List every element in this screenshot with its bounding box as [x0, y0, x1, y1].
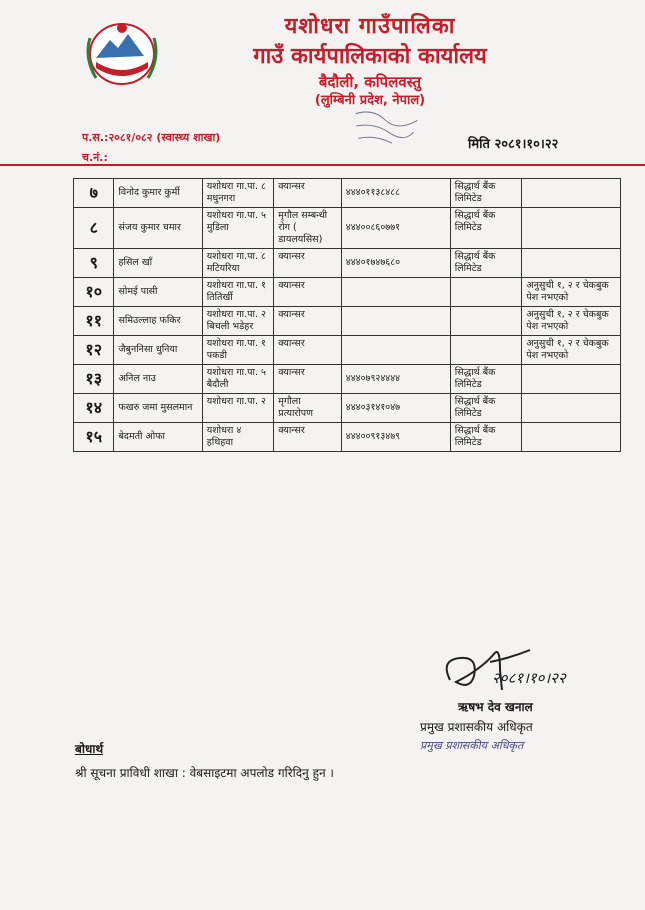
- nepal-emblem-icon: [82, 18, 162, 90]
- table-row: [74, 365, 621, 394]
- disease-cell: मृगौल सम्बन्धी रोग ( डायलयसिस): [274, 208, 341, 249]
- remark-cell: [522, 423, 621, 452]
- address-cell: यशोधरा ४ हथिहवा: [202, 423, 274, 452]
- disease-cell: क्यान्सर: [274, 249, 341, 278]
- account-cell: ४४४०१७४७६८०: [341, 249, 450, 278]
- received-stamp: [348, 103, 423, 152]
- remark-cell: [522, 394, 621, 423]
- remark-cell: [522, 179, 621, 208]
- disease-cell: क्यान्सर: [274, 179, 341, 208]
- account-cell: ४४४००९१३४७९: [341, 423, 450, 452]
- designation-stamp: प्रमुख प्रशासकीय अधिकृत: [420, 739, 524, 752]
- beneficiary-table: [73, 178, 621, 452]
- bank-cell: सिद्धार्थ बैंक लिमिटेड: [450, 365, 522, 394]
- bank-cell: सिद्धार्थ बैंक लिमिटेड: [450, 208, 522, 249]
- address-cell: यशोधरा गा.पा. २ बिचली भडेहर: [202, 307, 274, 336]
- name-cell: जैबुननिसा धुनिया: [114, 336, 202, 365]
- table-row: [74, 394, 621, 423]
- serial-number-cell: १२: [74, 336, 114, 365]
- account-cell: [341, 336, 450, 365]
- letter-date: मिति २०८१।१०।२२: [468, 137, 559, 152]
- remark-cell: अनुसुची १, २ र चेकबुक पेश नभएको: [522, 336, 621, 365]
- name-cell: अनिल नाउ: [114, 365, 202, 394]
- remark-cell: अनुसुची १, २ र चेकबुक पेश नभएको: [522, 307, 621, 336]
- remark-cell: [522, 208, 621, 249]
- serial-number-cell: १४: [74, 394, 114, 423]
- disease-cell: क्यान्सर: [274, 278, 341, 307]
- table-row: [74, 278, 621, 307]
- dispatch-number: च.नं.:: [82, 151, 108, 164]
- table-row: [74, 249, 621, 278]
- header-divider: [0, 164, 645, 166]
- name-cell: संजय कुमार चमार: [114, 208, 202, 249]
- office-location: बैदौली, कपिलवस्तु: [318, 73, 422, 91]
- signatory-name: ऋषभ देव खनाल: [458, 700, 533, 714]
- bank-cell: [450, 307, 522, 336]
- bank-cell: सिद्धार्थ बैंक लिमिटेड: [450, 179, 522, 208]
- account-cell: ४४४०७९२४४४४: [341, 365, 450, 394]
- name-cell: हसिल खाँ: [114, 249, 202, 278]
- bank-cell: सिद्धार्थ बैंक लिमिटेड: [450, 394, 522, 423]
- org-name: यशोधरा गाउँपालिका: [284, 14, 456, 39]
- office-province: (लुम्बिनी प्रदेश, नेपाल): [314, 93, 426, 108]
- account-cell: [341, 307, 450, 336]
- serial-number-cell: ११: [74, 307, 114, 336]
- remark-cell: अनुसुची १, २ र चेकबुक पेश नभएको: [522, 278, 621, 307]
- table-row: [74, 307, 621, 336]
- table-row: [74, 336, 621, 365]
- serial-number-cell: ७: [74, 179, 114, 208]
- disease-cell: क्यान्सर: [274, 365, 341, 394]
- letterhead: [180, 12, 560, 110]
- name-cell: विनोद कुमार कुर्मी: [114, 179, 202, 208]
- name-cell: समिउल्लाह फकिर: [114, 307, 202, 336]
- account-cell: [341, 278, 450, 307]
- cc-note: श्री सूचना प्राविधी शाखा : वेबसाइटमा अपलोड गरिदिनु हुन ।: [75, 766, 334, 780]
- disease-cell: क्यान्सर: [274, 336, 341, 365]
- disease-cell: क्यान्सर: [274, 423, 341, 452]
- reference-number: प.स.:२०८१/०८२ (स्वास्थ्य शाखा): [82, 131, 221, 144]
- serial-number-cell: १३: [74, 365, 114, 394]
- table-row: [74, 179, 621, 208]
- handwritten-date: २०८१।१०।२२: [492, 669, 566, 687]
- account-cell: ४४४०३१४१०४७: [341, 394, 450, 423]
- address-cell: यशोधरा गा.पा. १ पकडी: [202, 336, 274, 365]
- office-name: गाउँ कार्यपालिकाको कार्यालय: [253, 44, 487, 69]
- table-row: [74, 208, 621, 249]
- bank-cell: सिद्धार्थ बैंक लिमिटेड: [450, 249, 522, 278]
- bank-cell: [450, 278, 522, 307]
- account-cell: ४४४००८६०७७१: [341, 208, 450, 249]
- disease-cell: मृगौला प्रत्यारोपण: [274, 394, 341, 423]
- address-cell: यशोधरा गा.पा. ८ मधुनगरा: [202, 179, 274, 208]
- serial-number-cell: ९: [74, 249, 114, 278]
- serial-number-cell: ८: [74, 208, 114, 249]
- address-cell: यशोधरा गा.पा. ५ बैदौली: [202, 365, 274, 394]
- serial-number-cell: १०: [74, 278, 114, 307]
- address-cell: यशोधरा गा.पा. ५ मुडिला: [202, 208, 274, 249]
- serial-number-cell: १५: [74, 423, 114, 452]
- table-row: [74, 423, 621, 452]
- remark-cell: [522, 365, 621, 394]
- bank-cell: सिद्धार्थ बैंक लिमिटेड: [450, 423, 522, 452]
- remark-cell: [522, 249, 621, 278]
- address-cell: यशोधरा गा.पा. १ तितिर्खी: [202, 278, 274, 307]
- name-cell: फखरु जमा मुसलमान: [114, 394, 202, 423]
- address-cell: यशोधरा गा.पा. २: [202, 394, 274, 423]
- disease-cell: क्यान्सर: [274, 307, 341, 336]
- address-cell: यशोधरा गा.पा. ८ मटियरिया: [202, 249, 274, 278]
- signatory-title: प्रमुख प्रशासकीय अधिकृत: [420, 720, 533, 734]
- cc-label: बोधार्थ: [75, 742, 104, 756]
- name-cell: बेदमती ओफा: [114, 423, 202, 452]
- name-cell: सोमई पासी: [114, 278, 202, 307]
- bank-cell: [450, 336, 522, 365]
- account-cell: ४४४०११३८४८८: [341, 179, 450, 208]
